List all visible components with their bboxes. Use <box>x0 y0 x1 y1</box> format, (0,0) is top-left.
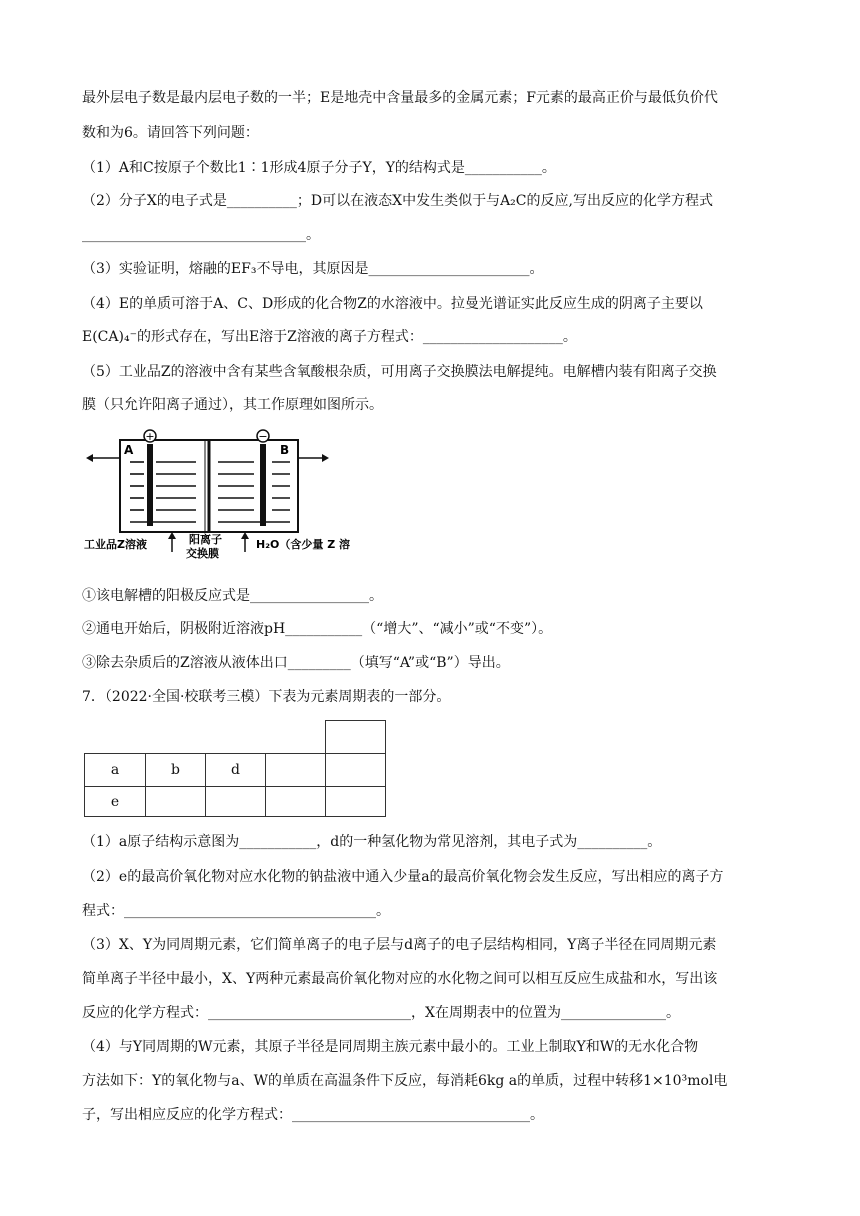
text-line: （3）实验证明，熔融的EF₃不导电，其原因是_______________________。 <box>82 261 544 277</box>
table-cell <box>325 786 386 817</box>
membrane-label-1: 阳离子 <box>189 533 222 546</box>
text-line: （4）与Y同周期的W元素，其原子半径是同周期主族元素中最小的。工业上制取Y和W的无水化合物 <box>82 1039 699 1055</box>
text-line: ②通电开始后，阴极附近溶液pH___________（“增大”、“减小”或“不变”）。 <box>82 621 553 637</box>
text-line: 最外层电子数是最内层电子数的一半；E是地壳中含量最多的金属元素；F元素的最高正价与最低负价代 <box>82 90 718 106</box>
table-cell <box>325 720 386 754</box>
text-line: 方法如下：Y的氧化物与a、W的单质在高温条件下反应，每消耗6kg a的单质，过程中转移1×10³mol电 <box>82 1073 728 1089</box>
table-cell: e <box>84 786 146 817</box>
table-cell <box>145 786 206 817</box>
table-cell: b <box>145 753 206 787</box>
text-line: ③除去杂质后的Z溶液从液体出口_________（填写“A”或“B”）导出。 <box>82 655 510 671</box>
cathode-sign: − <box>258 430 268 443</box>
anode-sign: + <box>145 430 155 443</box>
outlet-a-label: A <box>124 443 134 457</box>
electrolysis-cell-diagram <box>84 428 374 560</box>
table-cell: d <box>205 753 266 787</box>
text-line: 程式：____________________________________。 <box>82 903 390 919</box>
outlet-b-label: B <box>280 443 290 457</box>
text-line: （2）e的最高价氧化物对应水化物的钠盐液中通入少量a的最高价氧化物会发生反应，写出相应的离子方 <box>82 869 724 885</box>
text-line: E(CA)₄⁻的形式存在，写出E溶于Z溶液的离子方程式：____________________。 <box>82 329 577 345</box>
text-line: （3）X、Y为同周期元素，它们简单离子的电子层与d离子的电子层结构相同，Y离子半径在同周期元素 <box>82 937 717 953</box>
table-cell <box>265 786 326 817</box>
table-cell <box>205 786 266 817</box>
inlet-left-label: 工业品Z溶液 <box>84 538 147 551</box>
membrane-label-2: 交换膜 <box>186 547 219 560</box>
inlet-right-label: H₂O（含少量 Z 溶 <box>256 538 351 551</box>
text-line: 简单离子半径中最小，X、Y两种元素最高价氧化物对应的水化物之间可以相互反应生成盐和水，写出该 <box>82 971 718 987</box>
electrolysis-cell-figure <box>84 428 374 560</box>
text-line: 反应的化学方程式：_____________________________，X在周期表中的位置为_______________。 <box>82 1005 680 1021</box>
text-line: 数和为6。请回答下列问题： <box>82 125 259 141</box>
text-line: ①该电解槽的阳极反应式是_________________。 <box>82 588 383 604</box>
table-cell <box>325 753 386 787</box>
text-line: （5）工业品Z的溶液中含有某些含氧酸根杂质，可用离子交换膜法电解提纯。电解槽内装有阳离子交换 <box>82 364 717 380</box>
text-line: （1）A和C按原子个数比1∶1形成4原子分子Y，Y的结构式是___________。 <box>82 160 556 176</box>
text-line: （4）E的单质可溶于A、C、D形成的化合物Z的水溶液中。拉曼光谱证实此反应生成的阴离子主要以 <box>82 296 703 312</box>
text-line: ________________________________。 <box>82 227 320 243</box>
table-cell: a <box>84 753 146 787</box>
text-line: 子，写出相应反应的化学方程式：__________________________________。 <box>82 1107 544 1123</box>
text-line: （2）分子X的电子式是__________；D可以在液态X中发生类似于与A₂C的反应,写出反应的化学方程式 <box>82 193 713 209</box>
text-line: （1）a原子结构示意图为___________，d的一种氢化物为常见溶剂，其电子式为__________。 <box>82 834 662 850</box>
table-cell <box>265 753 326 787</box>
text-line: 膜（只允许阳离子通过），其工作原理如图所示。 <box>82 397 383 413</box>
text-line: 7．（2022·全国·校联考三模）下表为元素周期表的一部分。 <box>82 689 451 705</box>
